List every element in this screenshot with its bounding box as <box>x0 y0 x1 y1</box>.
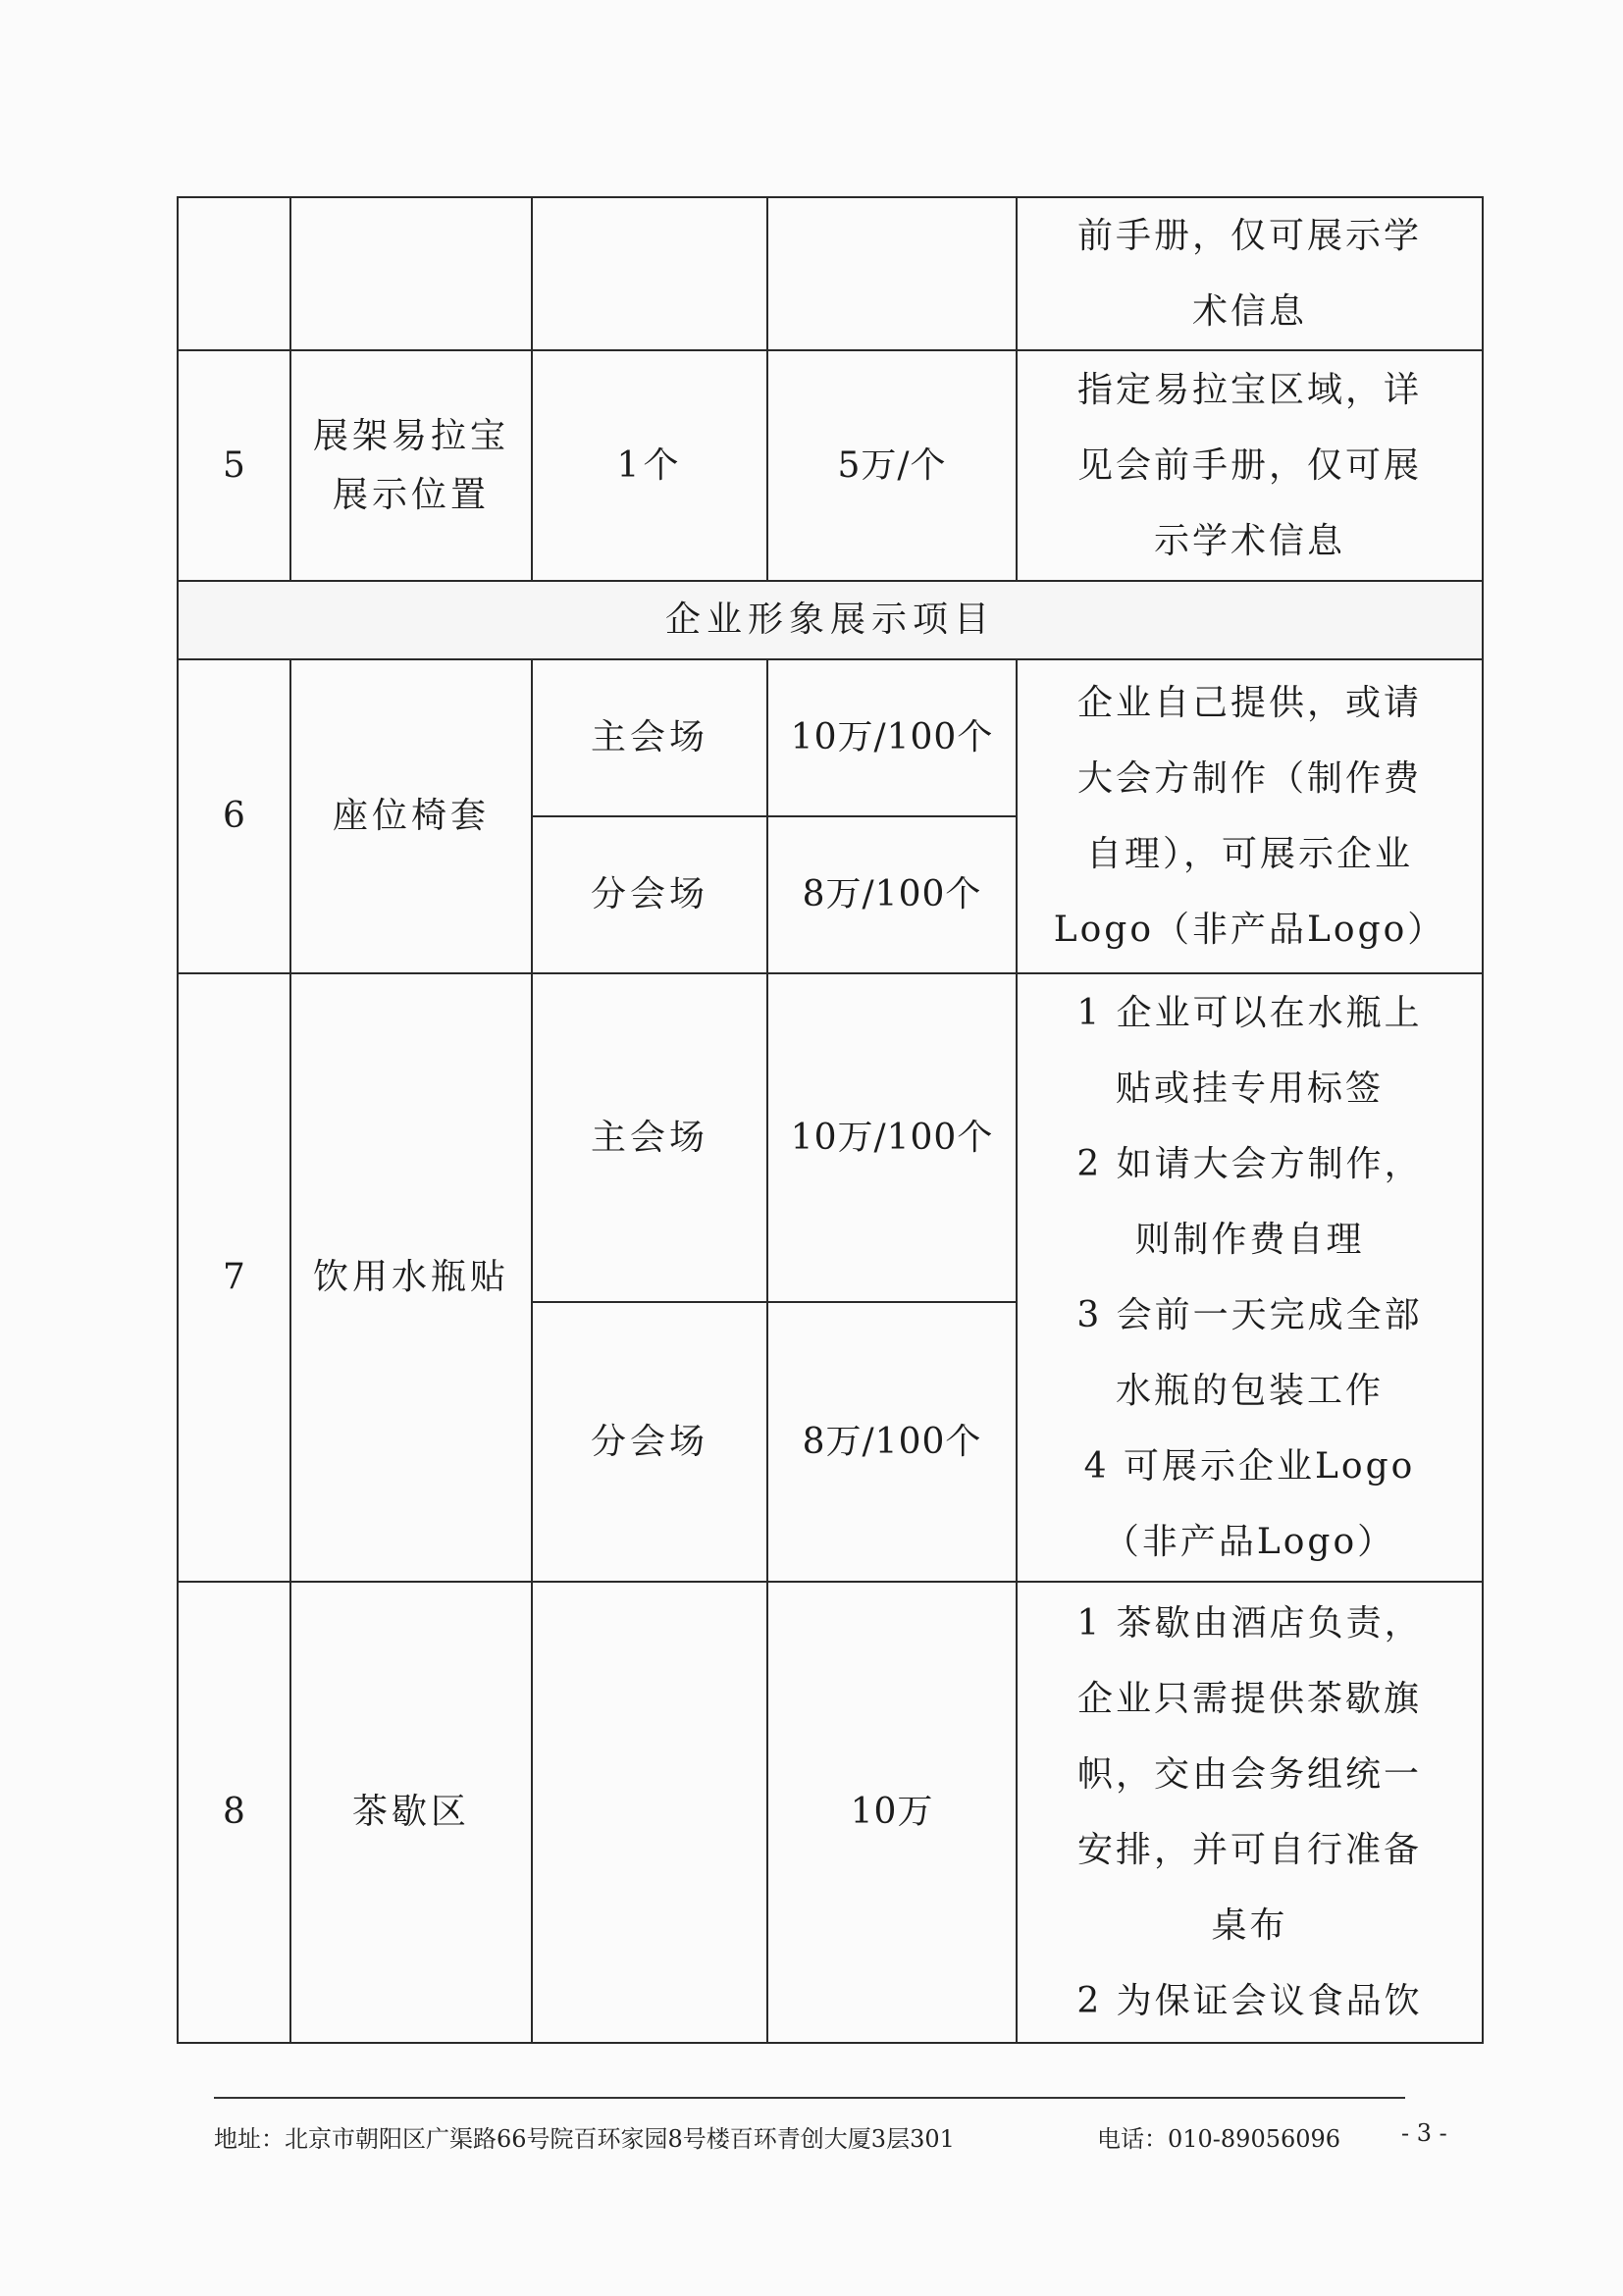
price-cell <box>767 197 1017 350</box>
note-line: 企业自己提供，或请 <box>1076 683 1422 723</box>
item-name: 饮用水瓶贴 <box>290 973 532 1582</box>
note-line: 示学术信息 <box>1153 521 1345 561</box>
price: 10万/100个 <box>767 659 1017 816</box>
note-line: 安排，并可自行准备 <box>1076 1830 1422 1870</box>
note-cell <box>1017 350 1483 581</box>
venue: 分会场 <box>532 816 767 973</box>
table-row <box>178 350 1483 581</box>
note-line: 前手册，仅可展示学 <box>1076 216 1422 256</box>
note-line: 见会前手册，仅可展 <box>1076 445 1422 486</box>
note-line: Logo（非产品Logo） <box>1053 910 1446 950</box>
note-line: 1 茶歇由酒店负责， <box>1076 1603 1423 1644</box>
price: 10万 <box>767 1582 1017 2043</box>
row-number: 5 <box>178 350 290 581</box>
item-name-line: 展架易拉宝 <box>312 415 509 456</box>
note-line: 1 企业可以在水瓶上 <box>1076 993 1423 1033</box>
note-line: 企业只需提供茶歇旗 <box>1076 1679 1422 1719</box>
note-cell <box>1017 1582 1483 2043</box>
price: 8万/100个 <box>767 816 1017 973</box>
quantity: 1个 <box>532 350 767 581</box>
footer-divider <box>214 2097 1405 2099</box>
price: 8万/100个 <box>767 1302 1017 1582</box>
note-cell <box>1017 973 1483 1582</box>
note-line: 则制作费自理 <box>1134 1220 1365 1260</box>
quantity <box>532 1582 767 2043</box>
section-row <box>178 581 1483 659</box>
table-row <box>178 197 1483 350</box>
note-cell <box>1017 197 1483 350</box>
note-line: 桌布 <box>1211 1905 1288 1946</box>
qty-cell <box>532 197 767 350</box>
table-row <box>178 1582 1483 2043</box>
note-line: 2 如请大会方制作， <box>1076 1144 1423 1184</box>
sponsorship-table <box>177 196 1484 2044</box>
item-cell <box>290 197 532 350</box>
row-number: 6 <box>178 659 290 973</box>
note-line: （非产品Logo） <box>1103 1522 1396 1562</box>
venue: 分会场 <box>532 1302 767 1582</box>
item-name: 座位椅套 <box>290 659 532 973</box>
table-row <box>178 973 1483 1302</box>
note-line: 指定易拉宝区域，详 <box>1076 370 1422 410</box>
table-row <box>178 659 1483 816</box>
num-cell <box>178 197 290 350</box>
price: 10万/100个 <box>767 973 1017 1302</box>
footer-phone: 电话：010-89056096 <box>1097 2125 1341 2153</box>
item-name-line: 展示位置 <box>332 474 490 515</box>
note-line: 自理），可展示企业 <box>1085 834 1413 874</box>
item-name <box>290 350 532 581</box>
page-number: - 3 - <box>1401 2119 1447 2147</box>
item-name: 茶歇区 <box>290 1582 532 2043</box>
note-line: 3 会前一天完成全部 <box>1076 1295 1423 1335</box>
page-footer <box>0 2119 1623 2159</box>
note-cell <box>1017 659 1483 973</box>
venue: 主会场 <box>532 659 767 816</box>
note-line: 4 可展示企业Logo <box>1083 1446 1416 1487</box>
row-number: 7 <box>178 973 290 1582</box>
section-title: 企业形象展示项目 <box>178 581 1483 659</box>
price: 5万/个 <box>767 350 1017 581</box>
note-line: 大会方制作（制作费 <box>1076 758 1422 799</box>
note-line: 水瓶的包装工作 <box>1115 1371 1384 1411</box>
note-line: 帜，交由会务组统一 <box>1076 1754 1422 1795</box>
note-line: 术信息 <box>1191 291 1307 332</box>
footer-address: 地址：北京市朝阳区广渠路66号院百环家园8号楼百环青创大厦3层301 <box>214 2125 955 2153</box>
note-line: 2 为保证会议食品饮 <box>1076 1981 1423 2021</box>
note-line: 贴或挂专用标签 <box>1115 1069 1384 1109</box>
venue: 主会场 <box>532 973 767 1302</box>
row-number: 8 <box>178 1582 290 2043</box>
